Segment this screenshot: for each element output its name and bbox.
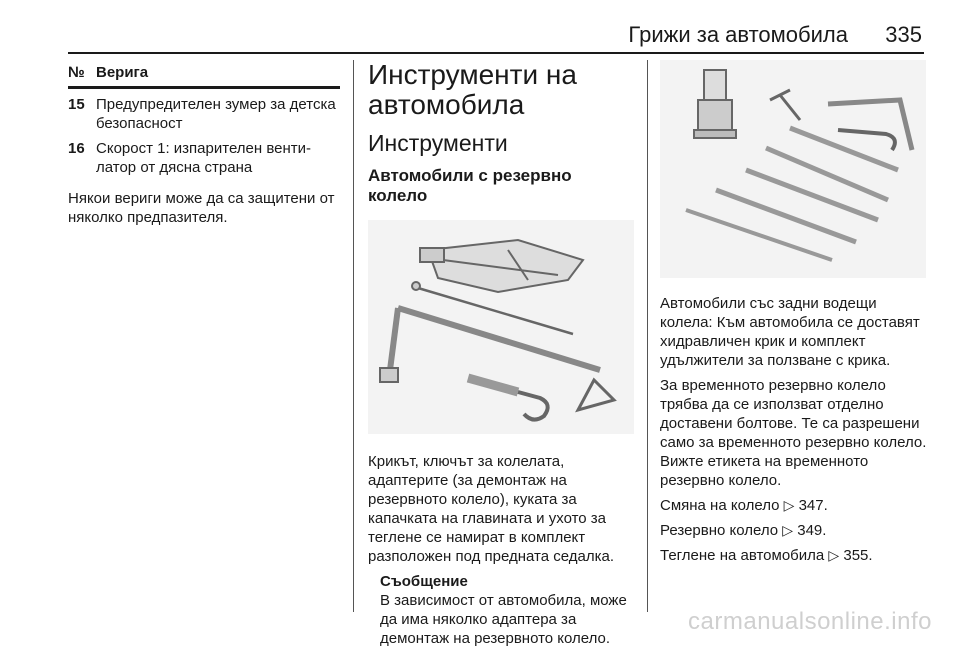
reference-towing[interactable] [660,546,928,565]
reference-text: Смяна на колело [660,497,780,514]
section-title: Инструменти на автомобила [368,59,577,120]
subsection-title: Инструменти [368,130,508,156]
table-head-label: Верига [96,64,149,81]
reference-text: Теглене на автомобила [660,547,825,564]
reference-page: 347. [798,497,828,514]
column-divider-2 [647,60,648,612]
page-header [0,22,960,52]
tool-kit-drawing [368,220,634,434]
subheading: Автомобили с резервно колело [368,166,572,205]
table-row [68,139,340,177]
row-number: 15 [68,96,85,113]
header-title: Грижи за автомобила [628,22,848,47]
table-head-number: № [68,64,85,81]
row-text: Предупредителен зумер за детска безопасност [96,96,336,132]
reference-page: 349. [797,522,827,539]
notice-text: В зависимост от автомобила, може да има няколко адаптера за демонтаж на резервното колело. [380,592,627,647]
triangle-right-icon: ▷ [828,547,840,563]
temp-spare-paragraph: За временното резервно колело трябва да се използват отделно доставени болтове. Те са разрешени само за временното резервно колело. Вижте етикета на временното резервно колело. [660,377,927,489]
hydraulic-jack-illustration [660,60,926,278]
row-number: 16 [68,140,85,157]
row-text: Скорост 1: изпарителен венти-латор от дясна страна [96,140,312,176]
reference-spare-wheel[interactable] [660,521,928,540]
column-left [68,60,340,227]
reference-wheel-change[interactable] [660,496,928,515]
column-middle [368,60,634,648]
notice-title: Съобщение [380,573,468,590]
notice-box [380,572,634,648]
tool-kit-caption: Крикът, ключът за колелата, адаптерите (за демонтаж на резервното колело), куката за капачката на главината и ухото за теглене се намират в комплект разположен под предната седалка. [368,453,615,565]
watermark: carmanualsonline.info [688,608,932,635]
table-row [68,95,340,133]
triangle-right-icon: ▷ [783,497,795,513]
tool-kit-illustration [368,220,634,434]
page-number: 335 [885,22,922,47]
hydraulic-jack-drawing [660,60,926,278]
column-right [660,60,928,565]
fuse-note-paragraph: Някои вериги може да са защитени от няколко предпазителя. [68,190,335,226]
triangle-right-icon: ▷ [782,522,794,538]
column-divider-1 [353,60,354,612]
header-rule [68,52,924,54]
reference-text: Резервно колело [660,522,779,539]
rwd-paragraph: Автомобили със задни водещи колела: Към автомобила се доставят хидравличен крик и комплект удължители за ползване с крика. [660,295,920,369]
fuse-table-header [68,60,340,89]
reference-page: 355. [843,547,873,564]
